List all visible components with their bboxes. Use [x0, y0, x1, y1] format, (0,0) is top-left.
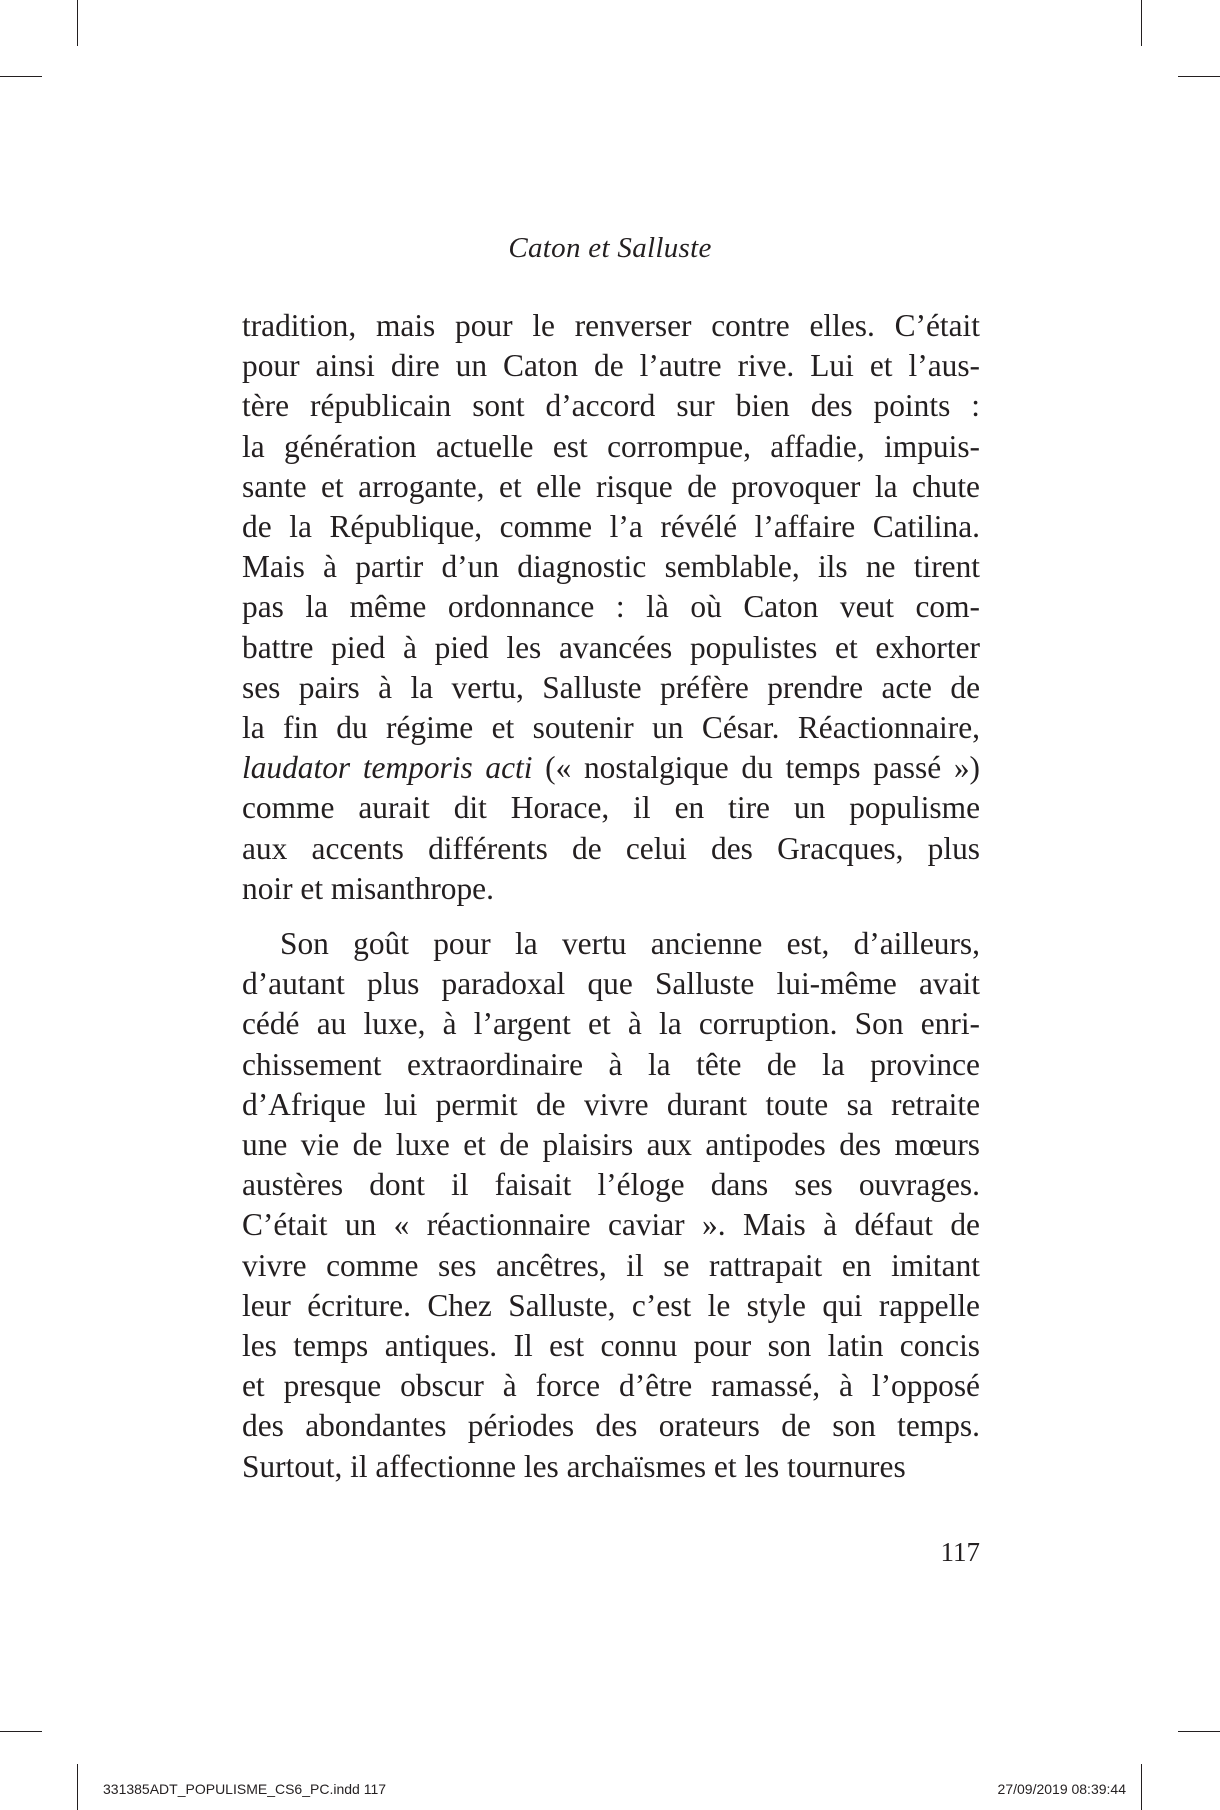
- crop-mark-right-top: [1178, 76, 1220, 77]
- slug-file-info: 331385ADT_POPULISME_CS6_PC.indd 117: [103, 1781, 387, 1797]
- crop-mark-left-top: [0, 76, 42, 77]
- text-line: pas la même ordonnance : là où Caton veut com-: [242, 589, 980, 625]
- text-line: sante et arrogante, et elle risque de provoquer la chute: [242, 468, 980, 504]
- crop-mark-bottom-right: [1141, 1764, 1142, 1810]
- text-line: de la République, comme l’a révélé l’affaire Catilina.: [242, 509, 980, 545]
- text-line: des abondantes périodes des orateurs de son temps.: [242, 1408, 980, 1444]
- text-line: [242, 748, 980, 788]
- text-line: tradition, mais pour le renverser contre elles. C’était: [242, 308, 980, 343]
- text-line: chissement extraordinaire à la tête de la province: [242, 1046, 980, 1082]
- running-head: Caton et Salluste: [508, 232, 712, 264]
- crop-mark-right-bottom: [1178, 1731, 1220, 1732]
- text-line: cédé au luxe, à l’argent et à la corruption. Son enri-: [242, 1006, 980, 1042]
- latin-phrase: laudator temporis acti: [242, 750, 533, 786]
- text-line: une vie de luxe et de plaisirs aux antipodes des mœurs: [242, 1127, 980, 1163]
- body-text: [242, 306, 980, 1487]
- crop-mark-top-right: [1141, 0, 1142, 46]
- text-line: aux accents différents de celui des Gracques, plus: [242, 830, 980, 866]
- paragraph: [242, 924, 980, 1487]
- text-line: Mais à partir d’un diagnostic semblable, ils ne tirent: [242, 549, 980, 585]
- text-line: austères dont il faisait l’éloge dans ses ouvrages.: [242, 1167, 980, 1203]
- text-line: et presque obscur à force d’être ramassé, à l’opposé: [242, 1368, 980, 1404]
- paragraph-gap: [242, 909, 980, 924]
- text-line: leur écriture. Chez Salluste, c’est le style qui rappelle: [242, 1287, 980, 1323]
- text-line: pour ainsi dire un Caton de l’autre rive. Lui et l’aus-: [242, 348, 980, 384]
- text-line: noir et misanthrope.: [242, 870, 494, 906]
- text-line: C’était un « réactionnaire caviar ». Mais à défaut de: [242, 1207, 980, 1243]
- text-line: Surtout, il affectionne les archaïsmes et les tournures: [242, 1448, 906, 1484]
- paragraph: [242, 306, 980, 909]
- crop-mark-top-left: [77, 0, 78, 46]
- text-line: la génération actuelle est corrompue, affadie, impuis-: [242, 428, 980, 464]
- text-line: vivre comme ses ancêtres, il se rattrapait en imitant: [242, 1247, 980, 1283]
- text-line: la fin du régime et soutenir un César. Réactionnaire,: [242, 710, 980, 746]
- crop-mark-left-bottom: [0, 1731, 42, 1732]
- text-line: les temps antiques. Il est connu pour son latin concis: [242, 1328, 980, 1364]
- text-line: Son goût pour la vertu ancienne est, d’ailleurs,: [280, 926, 980, 962]
- text-line: battre pied à pied les avancées populistes et exhorter: [242, 629, 980, 665]
- slug-datetime: 27/09/2019 08:39:44: [997, 1781, 1126, 1797]
- crop-mark-bottom-left: [77, 1764, 78, 1810]
- page-number: 117: [940, 1537, 980, 1567]
- latin-translation: (« nostalgique du temps passé »): [532, 750, 980, 786]
- text-line: comme aurait dit Horace, il en tire un populisme: [242, 790, 980, 826]
- text-line: d’autant plus paradoxal que Salluste lui-même avait: [242, 966, 980, 1002]
- text-line: d’Afrique lui permit de vivre durant toute sa retraite: [242, 1086, 980, 1122]
- text-line: ses pairs à la vertu, Salluste préfère prendre acte de: [242, 669, 980, 705]
- text-line: tère républicain sont d’accord sur bien des points :: [242, 388, 980, 424]
